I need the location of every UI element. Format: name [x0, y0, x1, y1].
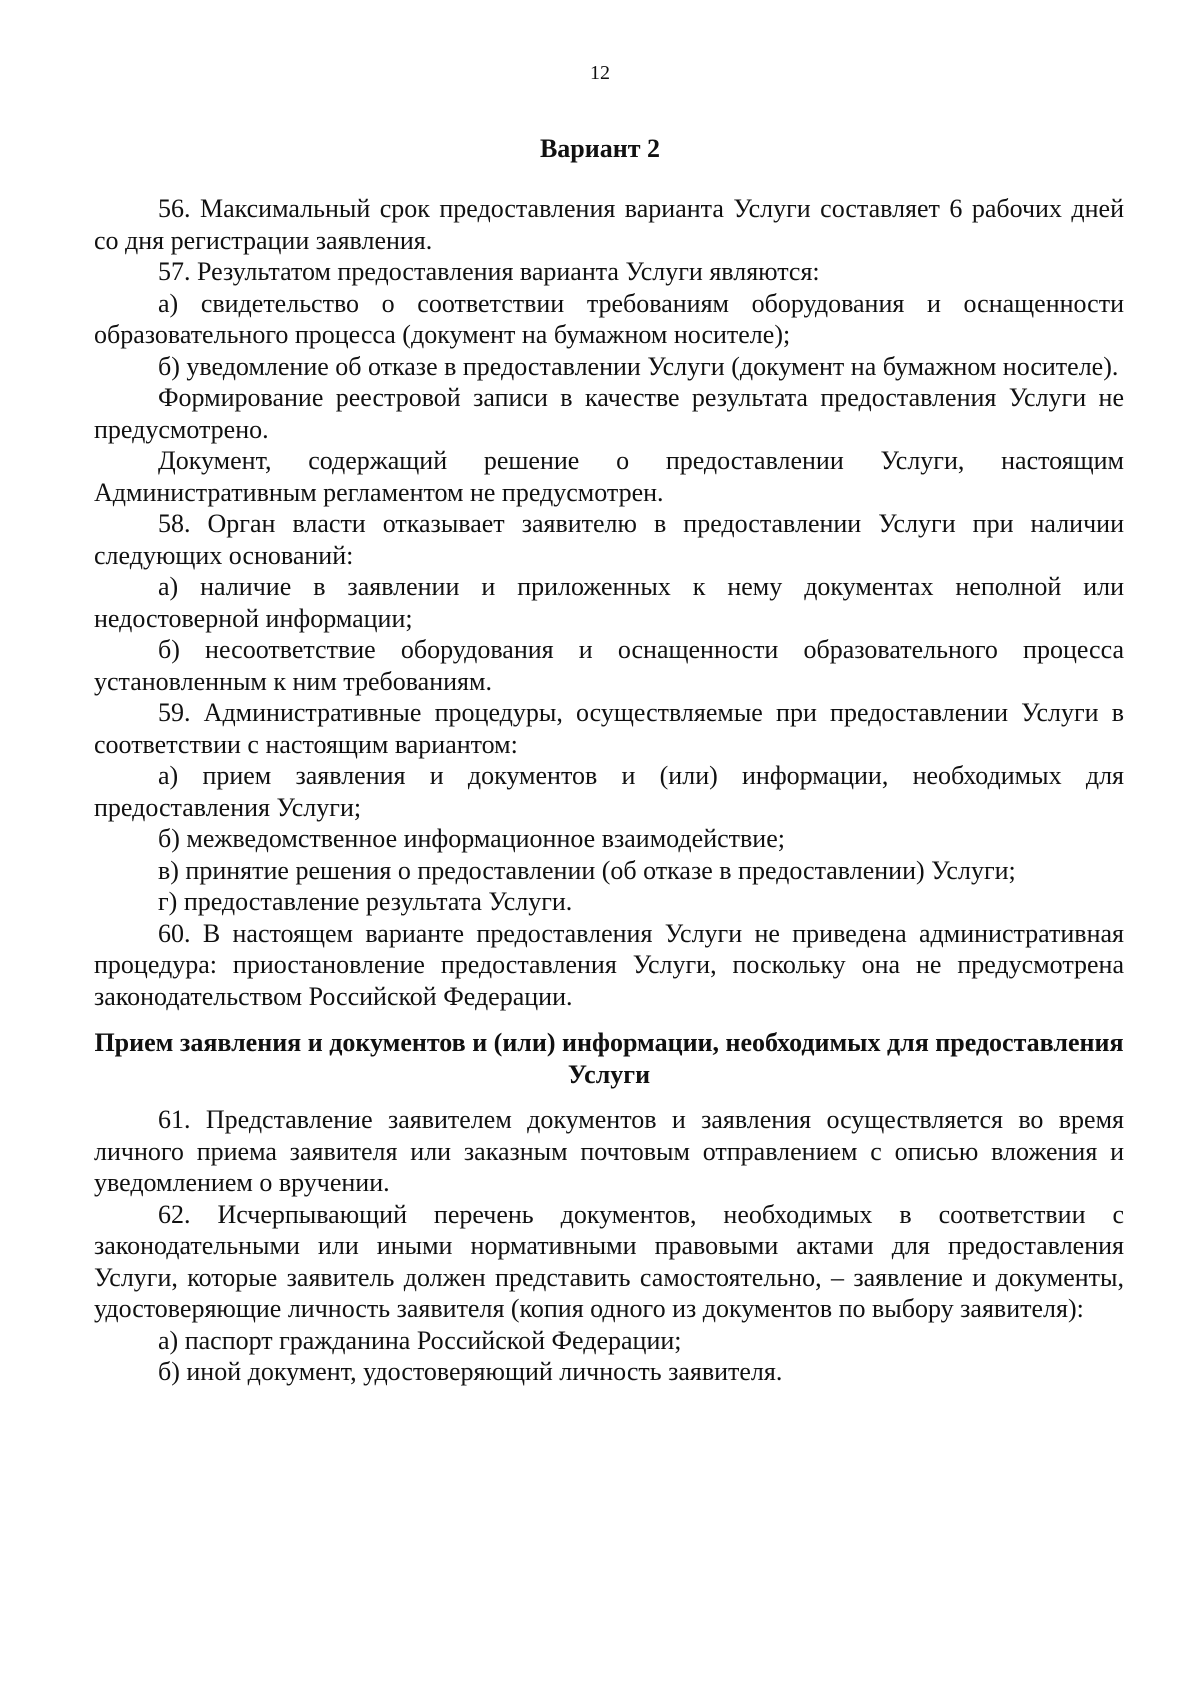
page-number: 12 [590, 62, 610, 84]
paragraph-60: 60. В настоящем варианте предоставления Услуги не приведена административная процедура: приостановление предоставления Услуги, поскольку она не предусмотрена законодательством Российской Федерации. [94, 918, 1124, 1011]
paragraph-58-b: б) несоответствие оборудования и оснащенности образовательного процесса установленным к ним требованиям. [94, 635, 1124, 696]
paragraph-59-g: г) предоставление результата Услуги. [158, 887, 573, 916]
paragraph-62-b: б) иной документ, удостоверяющий личность заявителя. [158, 1357, 783, 1386]
paragraph-decision-document: Документ, содержащий решение о предоставлении Услуги, настоящим Административным регламентом не предусмотрен. [94, 446, 1124, 507]
variant-heading: Вариант 2 [539, 134, 661, 163]
paragraph-57: 57. Результатом предоставления варианта Услуги являются: [158, 257, 820, 286]
paragraph-59-a: а) прием заявления и документов и (или) информации, необходимых для предоставления Услуги; [94, 761, 1124, 822]
paragraph-62-a: а) паспорт гражданина Российской Федерации; [158, 1325, 682, 1355]
paragraph-59: 59. Административные процедуры, осуществляемые при предоставлении Услуги в соответствии с настоящим вариантом: [94, 698, 1124, 759]
paragraph-59-v: в) принятие решения о предоставлении (об отказе в предоставлении) Услуги; [158, 855, 1016, 885]
paragraph-57-a: а) свидетельство о соответствии требованиям оборудования и оснащенности образовательного процесса (документ на бумажном носителе); [94, 288, 1124, 349]
paragraph-57-b: б) уведомление об отказе в предоставлении Услуги (документ на бумажном носителе). [158, 351, 1119, 381]
paragraph-58-a: а) наличие в заявлении и приложенных к нему документах неполной или недостоверной информации; [94, 572, 1124, 633]
paragraph-59-b: б) межведомственное информационное взаимодействие; [158, 824, 785, 853]
section-heading-reception: Прием заявления и документов и (или) информации, необходимых для предоставления Услуги [94, 1028, 1124, 1089]
paragraph-62: 62. Исчерпывающий перечень документов, необходимых в соответствии с законодательными или иными нормативными правовыми актами для предоставления Услуги, которые заявитель должен представить самостоятельно, – заявление и документы, удостоверяющие личность заявителя (копия одного из документов по выбору заявителя): [94, 1199, 1124, 1323]
paragraph-56: 56. Максимальный срок предоставления варианта Услуги составляет 6 рабочих дней со дня регистрации заявления. [94, 194, 1124, 255]
paragraph-61: 61. Представление заявителем документов и заявления осуществляется во время личного приема заявителя или заказным почтовым отправлением с описью вложения и уведомлением о вручении. [94, 1105, 1124, 1197]
paragraph-58: 58. Орган власти отказывает заявителю в предоставлении Услуги при наличии следующих оснований: [94, 509, 1124, 570]
section-reception [94, 1104, 1124, 1388]
section-variant-2 [94, 193, 1124, 1012]
paragraph-register-entry: Формирование реестровой записи в качестве результата предоставления Услуги не предусмотрено. [94, 383, 1124, 444]
